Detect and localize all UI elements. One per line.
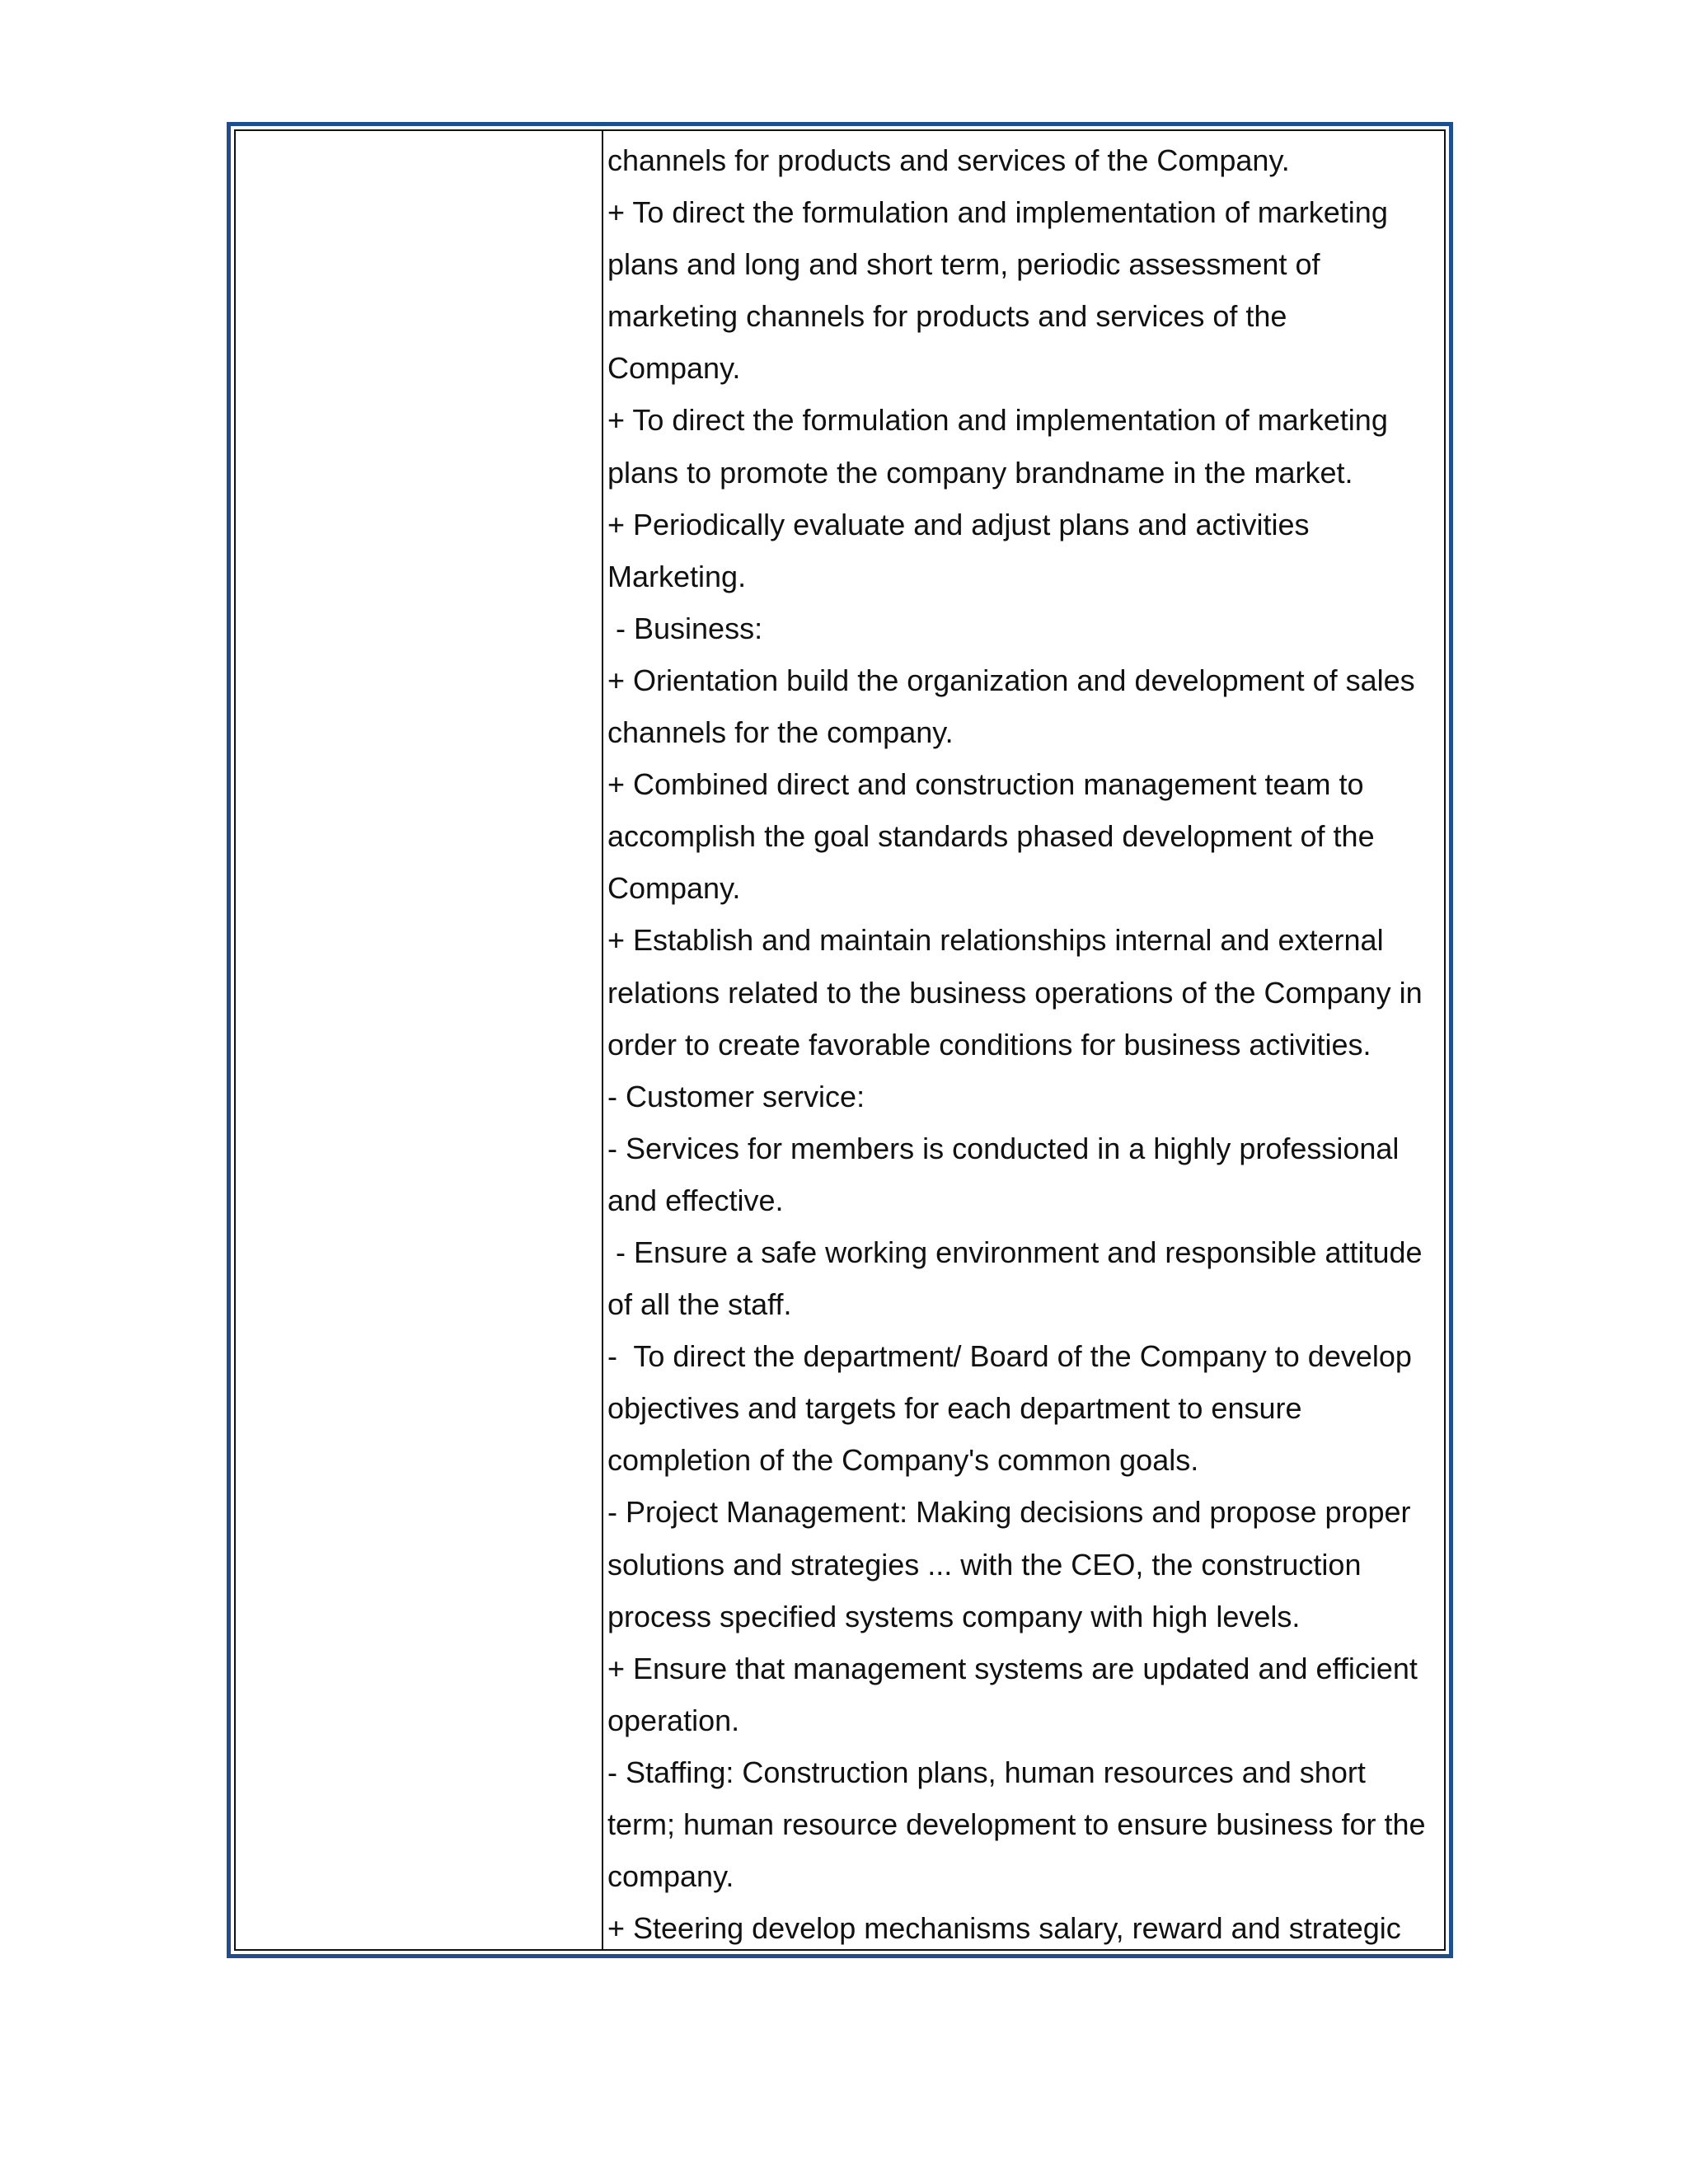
text-line: - Project Management: Making decisions and propose proper xyxy=(607,1495,1411,1530)
text-line: - To direct the department/ Board of the Company to develop xyxy=(607,1339,1412,1374)
text-line: accomplish the goal standards phased development of the xyxy=(607,819,1375,854)
table-cell-left xyxy=(236,131,603,1949)
text-line: completion of the Company's common goals. xyxy=(607,1443,1199,1478)
text-line: Company. xyxy=(607,351,741,386)
text-line: operation. xyxy=(607,1703,740,1737)
text-line: of all the staff. xyxy=(607,1287,792,1322)
text-line: objectives and targets for each department to ensure xyxy=(607,1391,1302,1426)
text-line: order to create favorable conditions for business activities. xyxy=(607,1027,1372,1062)
text-line: channels for the company. xyxy=(607,715,954,750)
text-line: channels for products and services of the Company. xyxy=(607,143,1290,177)
text-line: - Customer service: xyxy=(607,1079,865,1113)
text-line: process specified systems company with high levels. xyxy=(607,1599,1301,1633)
text-line: company. xyxy=(607,1859,734,1894)
text-line: + Steering develop mechanisms salary, reward and strategic xyxy=(607,1911,1401,1946)
text-line: term; human resource development to ensure business for the xyxy=(607,1807,1426,1841)
text-line: Company. xyxy=(607,871,741,906)
text-line: - Business: xyxy=(607,611,763,645)
text-line: + Periodically evaluate and adjust plans and activities xyxy=(607,507,1310,541)
text-line: + To direct the formulation and implementation of marketing xyxy=(607,195,1388,230)
table-cell-right xyxy=(603,131,1444,1949)
text-line: Marketing. xyxy=(607,559,747,593)
text-line: relations related to the business operations of the Company in xyxy=(607,975,1423,1010)
text-line: + Ensure that management systems are updated and efficient xyxy=(607,1651,1418,1685)
text-line: and effective. xyxy=(607,1183,784,1217)
text-line: - Services for members is conducted in a highly professional xyxy=(607,1131,1400,1165)
text-line: - Staffing: Construction plans, human resources and short xyxy=(607,1755,1366,1789)
text-line: solutions and strategies ... with the CEO, the construction xyxy=(607,1547,1362,1582)
table-row xyxy=(234,129,1446,1951)
text-line: plans to promote the company brandname in the market. xyxy=(607,455,1353,490)
text-line: + Combined direct and construction management team to xyxy=(607,767,1364,802)
text-line: + Establish and maintain relationships internal and external xyxy=(607,923,1384,958)
table-frame xyxy=(227,122,1453,1958)
text-line: + To direct the formulation and implementation of marketing xyxy=(607,403,1388,438)
text-line: plans and long and short term, periodic assessment of xyxy=(607,247,1320,282)
text-line: - Ensure a safe working environment and responsible attitude xyxy=(607,1235,1423,1269)
text-line: + Orientation build the organization and development of sales xyxy=(607,663,1415,697)
text-line: marketing channels for products and services of the xyxy=(607,299,1287,334)
